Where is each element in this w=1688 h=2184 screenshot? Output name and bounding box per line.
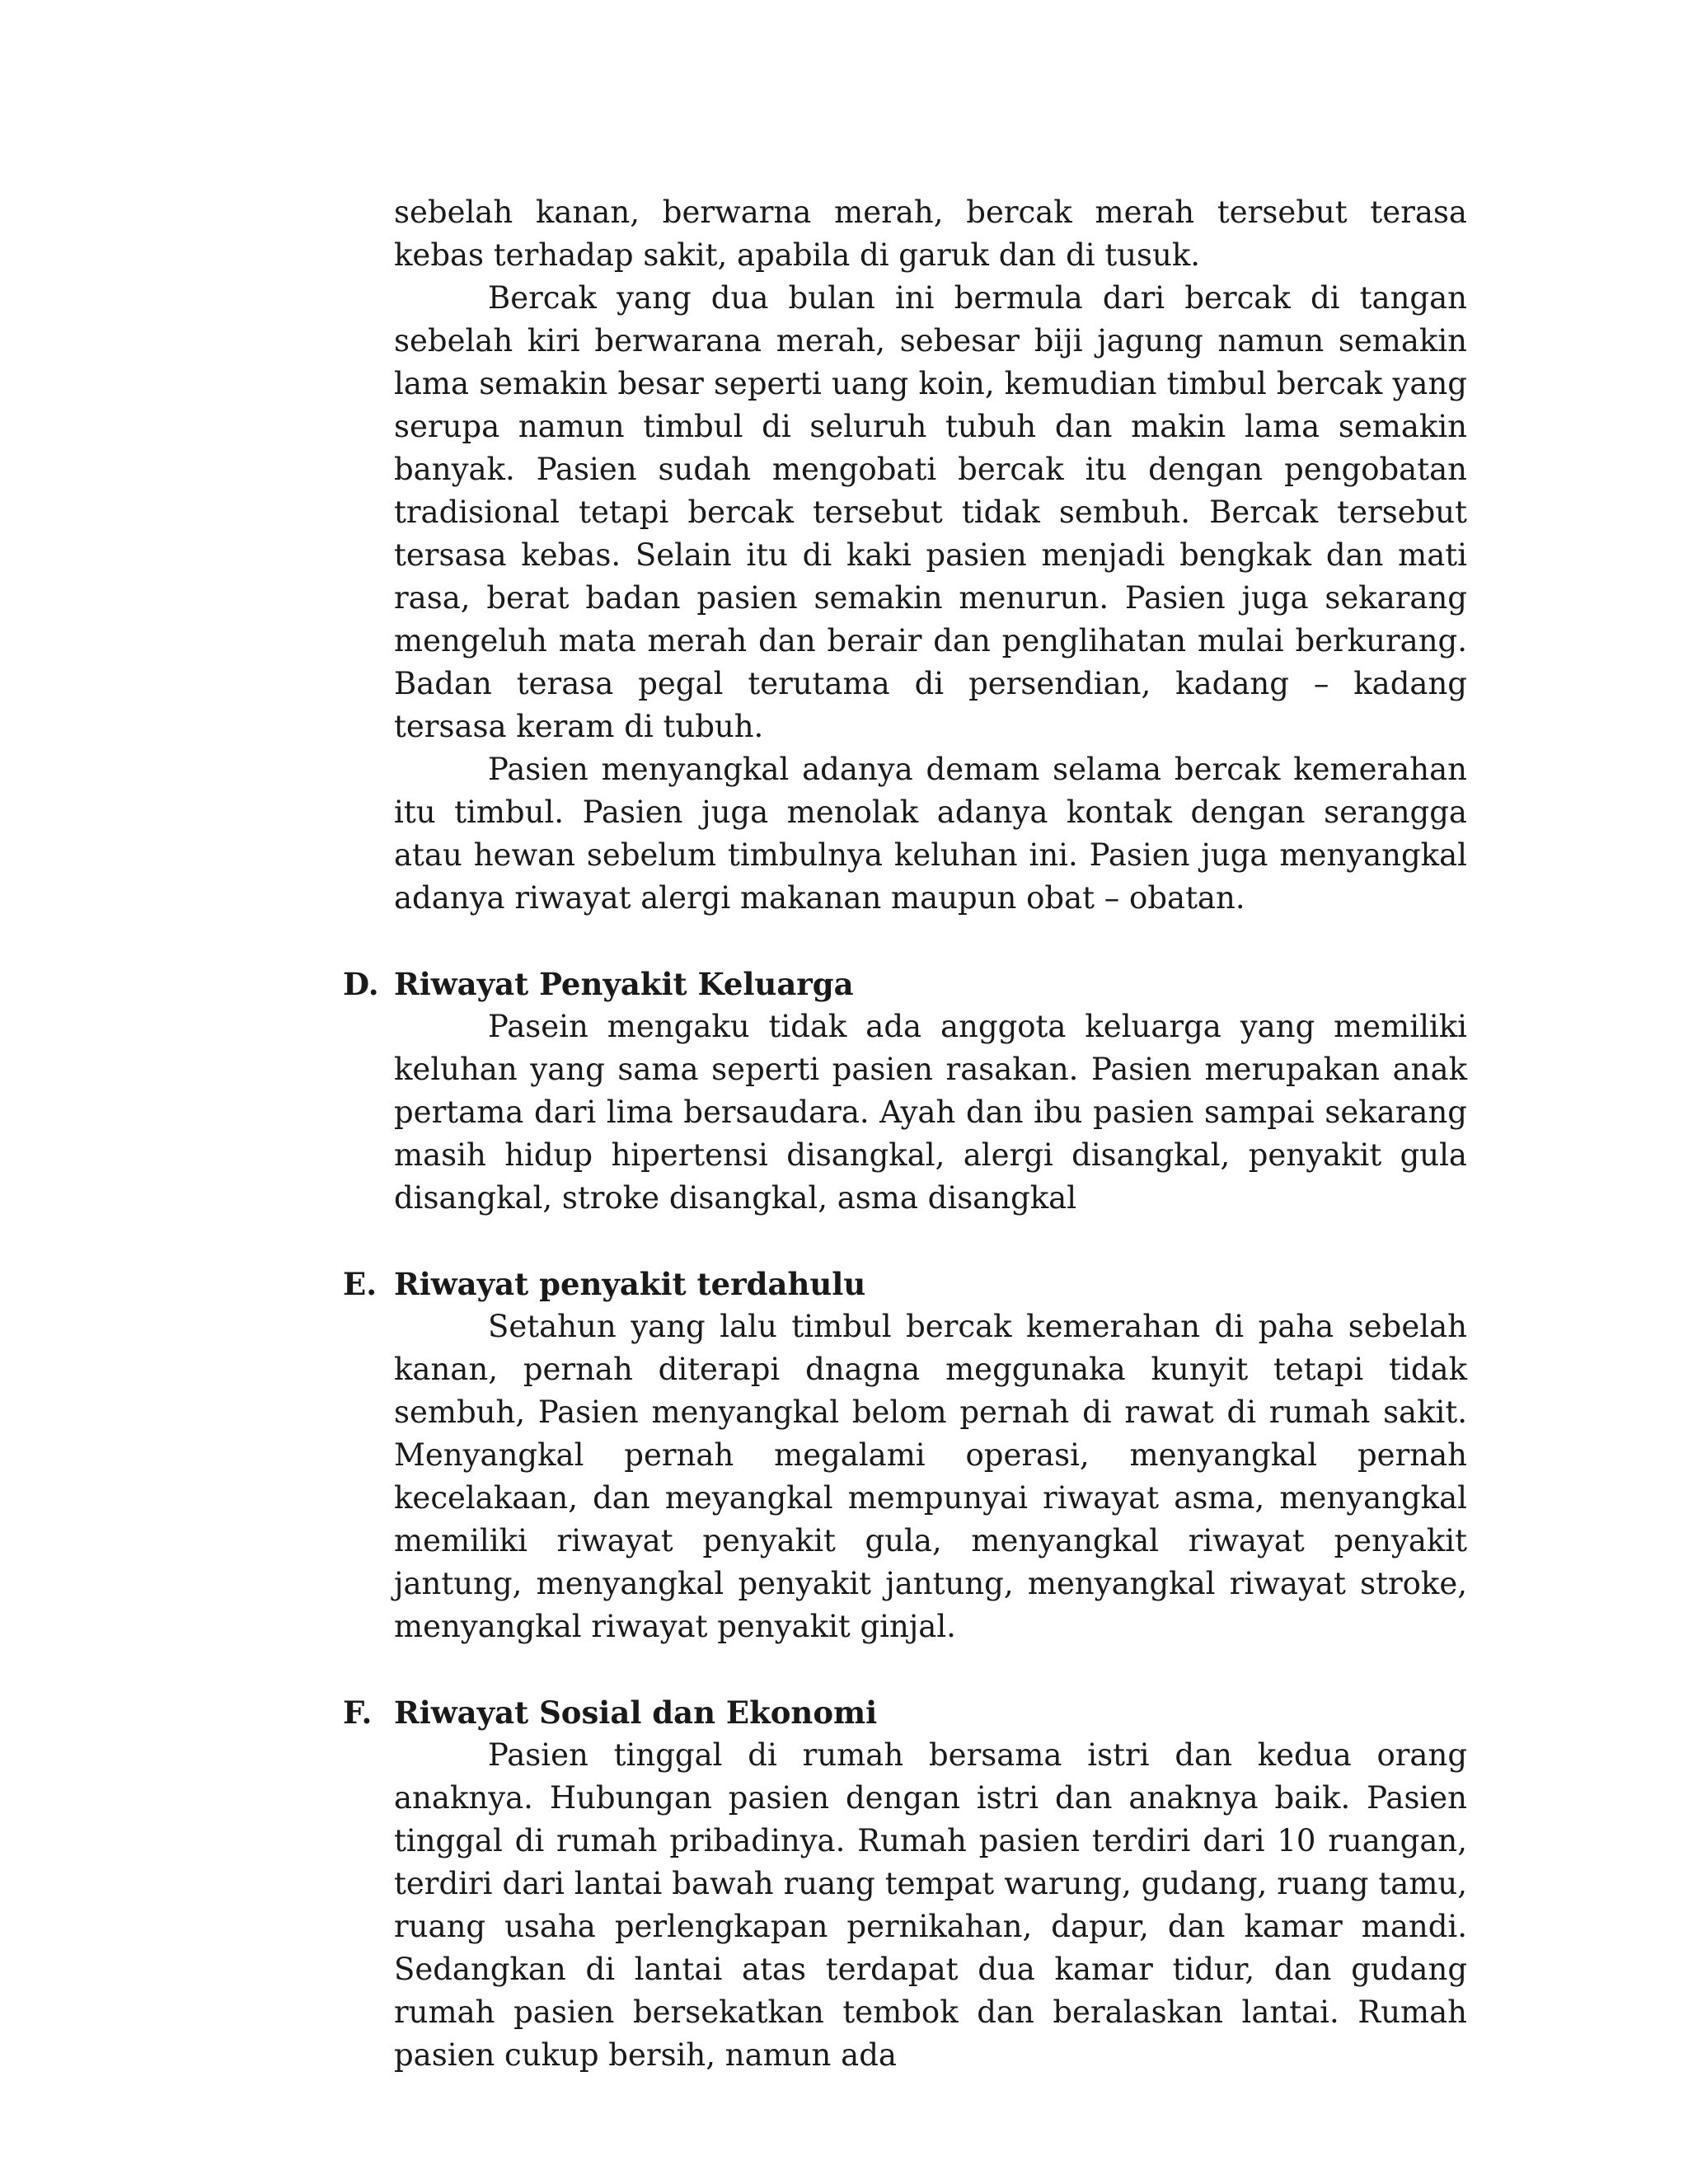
section-title: Riwayat penyakit terdahulu xyxy=(394,1266,866,1302)
paragraph-continuation: sebelah kanan, berwarna merah, bercak merah tersebut terasa kebas terhadap sakit, apabila di garuk dan di tusuk. xyxy=(394,194,1467,273)
section-heading xyxy=(343,963,1467,1005)
section-letter: E. xyxy=(343,1266,377,1302)
section-heading xyxy=(343,1691,1467,1734)
section-letter: D. xyxy=(343,966,379,1002)
section-past-history xyxy=(343,1263,1467,1648)
section-body: Pasein mengaku tidak ada anggota keluarga yang memiliki keluhan yang sama seperti pasien rasakan. Pasien merupakan anak pertama dari lima bersaudara. Ayah dan ibu pasien sampai sekarang masih hidup hipertensi disangkal, alergi disangkal, penyakit gula disangkal, stroke disangkal, asma disangkal xyxy=(394,1009,1467,1216)
section-body: Setahun yang lalu timbul bercak kemerahan di paha sebelah kanan, pernah diterapi dnagna meggunaka kunyit tetapi tidak sembuh, Pasien menyangkal belom pernah di rawat di rumah sakit. Menyangkal pernah megalami operasi, menyangkal pernah kecelakaan, dan meyangkal mempunyai riwayat asma, menyangkal memiliki riwayat penyakit gula, menyangkal riwayat penyakit jantung, menyangkal penyakit jantung, menyangkal riwayat stroke, menyangkal riwayat penyakit ginjal. xyxy=(394,1309,1467,1644)
paragraph-spot-progression: Bercak yang dua bulan ini bermula dari bercak di tangan sebelah kiri berwarana merah, sebesar biji jagung namun semakin lama semakin besar seperti uang koin, kemudian timbul bercak yang serupa namun timbul di seluruh tubuh dan makin lama semakin banyak. Pasien sudah mengobati bercak itu dengan pengobatan tradisional tetapi bercak tersebut tidak sembuh. Bercak tersebut tersasa kebas. Selain itu di kaki pasien menjadi bengkak dan mati rasa, berat badan pasien semakin menurun. Pasien juga sekarang mengeluh mata merah dan berair dan penglihatan mulai berkurang. Badan terasa pegal terutama di persendian, kadang – kadang tersasa keram di tubuh. xyxy=(394,280,1467,744)
section-heading xyxy=(343,1263,1467,1305)
continued-history-section xyxy=(394,191,1467,920)
section-body: Pasien tinggal di rumah bersama istri dan kedua orang anaknya. Hubungan pasien dengan istri dan anaknya baik. Pasien tinggal di rumah pribadinya. Rumah pasien terdiri dari 10 ruangan, terdiri dari lantai bawah ruang tempat warung, gudang, ruang tamu, ruang usaha perlengkapan pernikahan, dapur, dan kamar mandi. Sedangkan di lantai atas terdapat dua kamar tidur, dan gudang rumah pasien bersekatkan tembok dan beralaskan lantai. Rumah pasien cukup bersih, namun ada xyxy=(394,1737,1467,2073)
section-letter: F. xyxy=(343,1694,373,1731)
section-title: Riwayat Sosial dan Ekonomi xyxy=(394,1694,878,1731)
text-column xyxy=(343,191,1467,2077)
section-family-history xyxy=(343,963,1467,1220)
section-social-economic xyxy=(343,1691,1467,2077)
section-title: Riwayat Penyakit Keluarga xyxy=(394,966,854,1002)
paragraph-denials: Pasien menyangkal adanya demam selama bercak kemerahan itu timbul. Pasien juga menolak adanya kontak dengan serangga atau hewan sebelum timbulnya keluhan ini. Pasien juga menyangkal adanya riwayat alergi makanan maupun obat – obatan. xyxy=(394,752,1467,916)
